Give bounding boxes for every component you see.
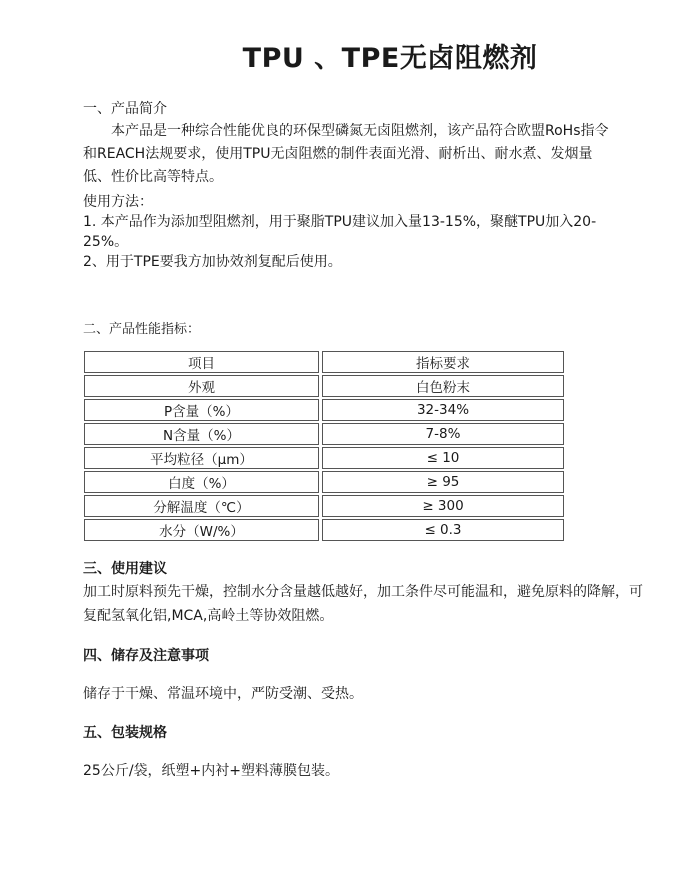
table-cell-value: 白色粉末 [322, 375, 564, 397]
table-header-row [84, 351, 564, 373]
section-heading-storage: 四、储存及注意事项 [83, 648, 209, 664]
spec-table [81, 349, 567, 543]
section-heading-packaging: 五、包装规格 [83, 725, 167, 741]
usage-item: 2、用于TPE要我方加协效剂复配后使用。 [83, 254, 342, 270]
intro-paragraph-text: 本产品是一种综合性能优良的环保型磷氮无卤阻燃剂，该产品符合欧盟RoHs指令和REACH法规要求，使用TPU无卤阻燃的制件表面光滑、耐析出、耐水煮、发烟量低、性价比高等特点。 [83, 123, 609, 185]
storage-text: 储存于干燥、常温环境中，严防受潮、受热。 [83, 686, 363, 702]
table-cell-item: P含量（%） [84, 399, 319, 421]
table-cell-value: ≤ 0.3 [322, 519, 564, 541]
packaging-text: 25公斤/袋，纸塑+内衬+塑料薄膜包装。 [83, 763, 339, 779]
table-cell-value: 7-8% [322, 423, 564, 445]
usage-item: 1. 本产品作为添加型阻燃剂，用于聚脂TPU建议加入量13-15%，聚醚TPU加入20-25%。 [83, 214, 597, 250]
table-row [84, 399, 564, 421]
table-row [84, 495, 564, 517]
table-cell-item: 分解温度（℃） [84, 495, 319, 517]
table-row [84, 519, 564, 541]
table-cell-item: 平均粒径（μm） [84, 447, 319, 469]
table-row [84, 447, 564, 469]
table-cell-item: 白度（%） [84, 471, 319, 493]
table-row [84, 423, 564, 445]
section-heading-specs: 二、产品性能指标： [83, 322, 201, 337]
section-heading-intro: 一、产品简介 [83, 101, 167, 117]
usage-advice-text: 加工时原料预先干燥，控制水分含量越低越好，加工条件尽可能温和，避免原料的降解，可复配氢氧化铝,MCA,高岭土等协效阻燃。 [83, 584, 643, 624]
table-cell-value: 32-34% [322, 399, 564, 421]
usage-title: 使用方法： [83, 194, 153, 210]
table-cell-value: ≥ 300 [322, 495, 564, 517]
table-cell-value: ≤ 10 [322, 447, 564, 469]
section-heading-usage-advice: 三、使用建议 [83, 561, 167, 577]
table-row [84, 375, 564, 397]
table-header-cell: 项目 [84, 351, 319, 373]
table-header-cell: 指标要求 [322, 351, 564, 373]
table-cell-item: N含量（%） [84, 423, 319, 445]
intro-paragraph [83, 120, 613, 189]
table-cell-item: 水分（W/%） [84, 519, 319, 541]
usage-block [83, 192, 623, 272]
table-cell-value: ≥ 95 [322, 471, 564, 493]
table-row [84, 471, 564, 493]
document-title: TPU 、TPE无卤阻燃剂 [242, 43, 538, 74]
table-cell-item: 外观 [84, 375, 319, 397]
